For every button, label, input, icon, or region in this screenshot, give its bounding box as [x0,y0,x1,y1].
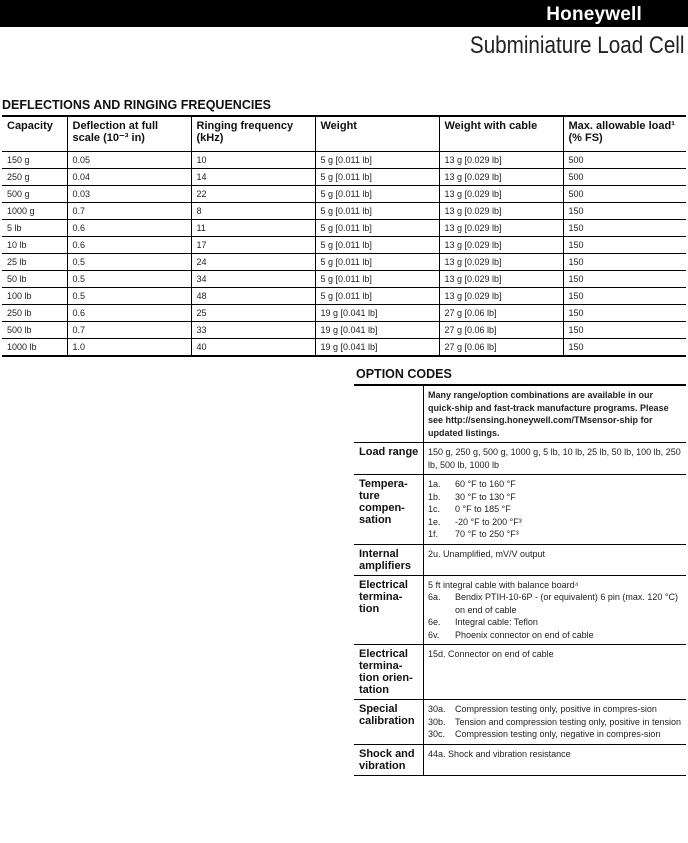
option-text: 15d. Connector on end of cable [428,649,554,659]
table-cell: 14 [191,169,315,186]
table-cell: 150 [563,237,686,254]
option-text: Integral cable: Teflon [455,617,538,627]
table-row [2,220,686,237]
option-values [424,575,687,645]
deflections-table [2,115,686,357]
option-code-line [428,703,682,716]
table-cell: 500 [563,169,686,186]
table-cell: 0.5 [67,254,191,271]
table-cell: 5 g [0.011 lb] [315,254,439,271]
table-row [2,322,686,339]
option-text: 5 ft integral cable with balance board⁴ [428,579,579,590]
table-cell: 500 g [2,186,67,203]
column-header: Deflection at full scale (10⁻³ in) [67,116,191,152]
option-text: Bendix PTIH-10-6P - (or equivalent) 6 pin (max. 120 °C) on end of cable [455,592,679,615]
option-code: 6v. [428,629,440,640]
option-label: Load range [354,443,424,475]
table-row [2,237,686,254]
option-code: 30a. [428,704,446,714]
table-cell: 27 g [0.06 lb] [439,305,563,322]
table-cell: 17 [191,237,315,254]
option-text: 44a. Shock and vibration resistance [428,748,571,759]
table-cell: 0.6 [67,237,191,254]
option-values [424,645,687,700]
option-code: 1a. [428,479,441,489]
option-note-row [354,385,686,443]
option-text: 2u. Unamplified, mV/V output [428,548,546,559]
table-cell: 150 [563,271,686,288]
option-code-line [428,616,682,629]
table-row [2,288,686,305]
table-cell: 27 g [0.06 lb] [439,339,563,357]
table-cell: 0.6 [67,220,191,237]
table-header-row [2,116,686,152]
option-code-line [428,478,682,491]
table-cell: 5 g [0.011 lb] [315,152,439,169]
table-cell: 500 [563,186,686,203]
table-cell: 5 lb [2,220,67,237]
table-cell: 150 [563,254,686,271]
option-code-line [428,728,682,741]
table-cell: 1000 g [2,203,67,220]
table-cell: 150 [563,288,686,305]
table-cell: 5 g [0.011 lb] [315,288,439,305]
table-cell: 13 g [0.029 lb] [439,237,563,254]
table-row [2,305,686,322]
table-cell: 0.6 [67,305,191,322]
table-cell: 13 g [0.029 lb] [439,203,563,220]
table-cell: 34 [191,271,315,288]
table-row [2,186,686,203]
table-cell: 150 [563,339,686,357]
option-row [354,443,686,475]
option-text: 30 °F to 130 °F [455,491,516,502]
option-row [354,700,686,745]
column-header: Capacity [2,116,67,152]
table-cell: 5 g [0.011 lb] [315,271,439,288]
table-cell: 0.5 [67,271,191,288]
option-row [354,645,686,700]
option-row [354,744,686,775]
option-label: Electrical termina-tion [354,575,424,645]
option-code-line [428,503,682,516]
option-code: 6e. [428,617,441,627]
brand-logo: Honeywell [546,4,642,25]
product-title: Subminiature Load Cell [469,32,684,59]
table-cell: 0.04 [67,169,191,186]
table-row [2,152,686,169]
option-code: 1c. [428,504,441,514]
table-cell: 0.7 [67,322,191,339]
option-code-line [428,716,682,729]
option-label: Electrical termina-tion orien-tation [354,645,424,700]
option-text: -20 °F to 200 °F³ [455,516,522,527]
option-text: 60 °F to 160 °F [455,479,516,489]
option-values [424,544,687,575]
table-cell: 33 [191,322,315,339]
table-cell: 150 [563,305,686,322]
column-header: Weight with cable [439,116,563,152]
table-cell: 13 g [0.029 lb] [439,271,563,288]
option-note: Many range/option combinations are available in our quick-ship and fast-track manufacture programs. Please see http://sensing.honeywell.com/TMsensor-ship for updated listings. [424,385,687,443]
table-cell: 40 [191,339,315,357]
option-row [354,575,686,645]
table-row [2,169,686,186]
table-cell: 1.0 [67,339,191,357]
option-code-line [428,591,682,616]
table-cell: 250 g [2,169,67,186]
option-code-line [428,516,682,529]
table-cell: 5 g [0.011 lb] [315,169,439,186]
table-cell: 10 [191,152,315,169]
table-cell: 13 g [0.029 lb] [439,152,563,169]
option-row [354,475,686,545]
column-header: Ringing frequency (kHz) [191,116,315,152]
table-row [2,254,686,271]
table-cell: 25 [191,305,315,322]
deflections-title: DEFLECTIONS AND RINGING FREQUENCIES [2,98,271,112]
table-cell: 25 lb [2,254,67,271]
option-label: Tempera-ture compen-sation [354,475,424,545]
table-cell: 13 g [0.029 lb] [439,254,563,271]
option-values [424,744,687,775]
option-code: 1b. [428,491,441,502]
table-cell: 19 g [0.041 lb] [315,339,439,357]
option-code-line [428,528,682,541]
table-cell: 13 g [0.029 lb] [439,288,563,305]
table-cell: 5 g [0.011 lb] [315,237,439,254]
option-text: Compression testing only, positive in compres-sion [455,704,657,714]
option-text: 150 g, 250 g, 500 g, 1000 g, 5 lb, 10 lb, 25 lb, 50 lb, 100 lb, 250 lb, 500 lb, 1000 lb [428,447,681,470]
option-code: 1f. [428,529,439,539]
option-label: Internal amplifiers [354,544,424,575]
table-row [2,203,686,220]
table-cell: 0.05 [67,152,191,169]
table-cell: 0.7 [67,203,191,220]
option-code-line [428,629,682,642]
option-code: 6a. [428,592,441,602]
option-values [424,475,687,545]
table-row [2,339,686,357]
table-cell: 27 g [0.06 lb] [439,322,563,339]
table-cell: 100 lb [2,288,67,305]
table-cell: 150 g [2,152,67,169]
option-text: 0 °F to 185 °F [455,504,511,514]
option-values [424,700,687,745]
table-cell: 19 g [0.041 lb] [315,322,439,339]
option-codes-table [354,384,686,776]
table-row [2,271,686,288]
option-text: Tension and compression testing only, positive in tension [455,716,681,727]
table-cell: 50 lb [2,271,67,288]
table-cell: 1000 lb [2,339,67,357]
column-header: Weight [315,116,439,152]
table-cell: 5 g [0.011 lb] [315,203,439,220]
table-cell: 5 g [0.011 lb] [315,186,439,203]
table-cell: 13 g [0.029 lb] [439,220,563,237]
option-text: Compression testing only, negative in compres-sion [455,729,661,739]
table-cell: 500 lb [2,322,67,339]
table-cell: 150 [563,220,686,237]
table-cell: 19 g [0.041 lb] [315,305,439,322]
table-cell: 13 g [0.029 lb] [439,169,563,186]
table-cell: 0.03 [67,186,191,203]
option-label: Special calibration [354,700,424,745]
table-cell: 24 [191,254,315,271]
table-cell: 5 g [0.011 lb] [315,220,439,237]
table-cell: 250 lb [2,305,67,322]
table-cell: 22 [191,186,315,203]
option-code: 1e. [428,516,441,527]
table-cell: 10 lb [2,237,67,254]
table-cell: 11 [191,220,315,237]
option-code: 30c. [428,729,446,739]
header-bar [0,0,688,27]
option-codes-title: OPTION CODES [356,367,452,381]
table-cell: 500 [563,152,686,169]
option-row [354,544,686,575]
table-cell: 48 [191,288,315,305]
table-cell: 13 g [0.029 lb] [439,186,563,203]
table-cell: 8 [191,203,315,220]
option-label: Shock and vibration [354,744,424,775]
option-code: 30b. [428,716,446,727]
table-cell: 150 [563,322,686,339]
option-text: Phoenix connector on end of cable [455,629,594,640]
option-code-line [428,491,682,504]
table-cell: 150 [563,203,686,220]
table-cell: 0.5 [67,288,191,305]
column-header: Max. allowable load¹ (% FS) [563,116,686,152]
option-text: 70 °F to 250 °F³ [455,529,519,539]
option-values [424,443,687,475]
